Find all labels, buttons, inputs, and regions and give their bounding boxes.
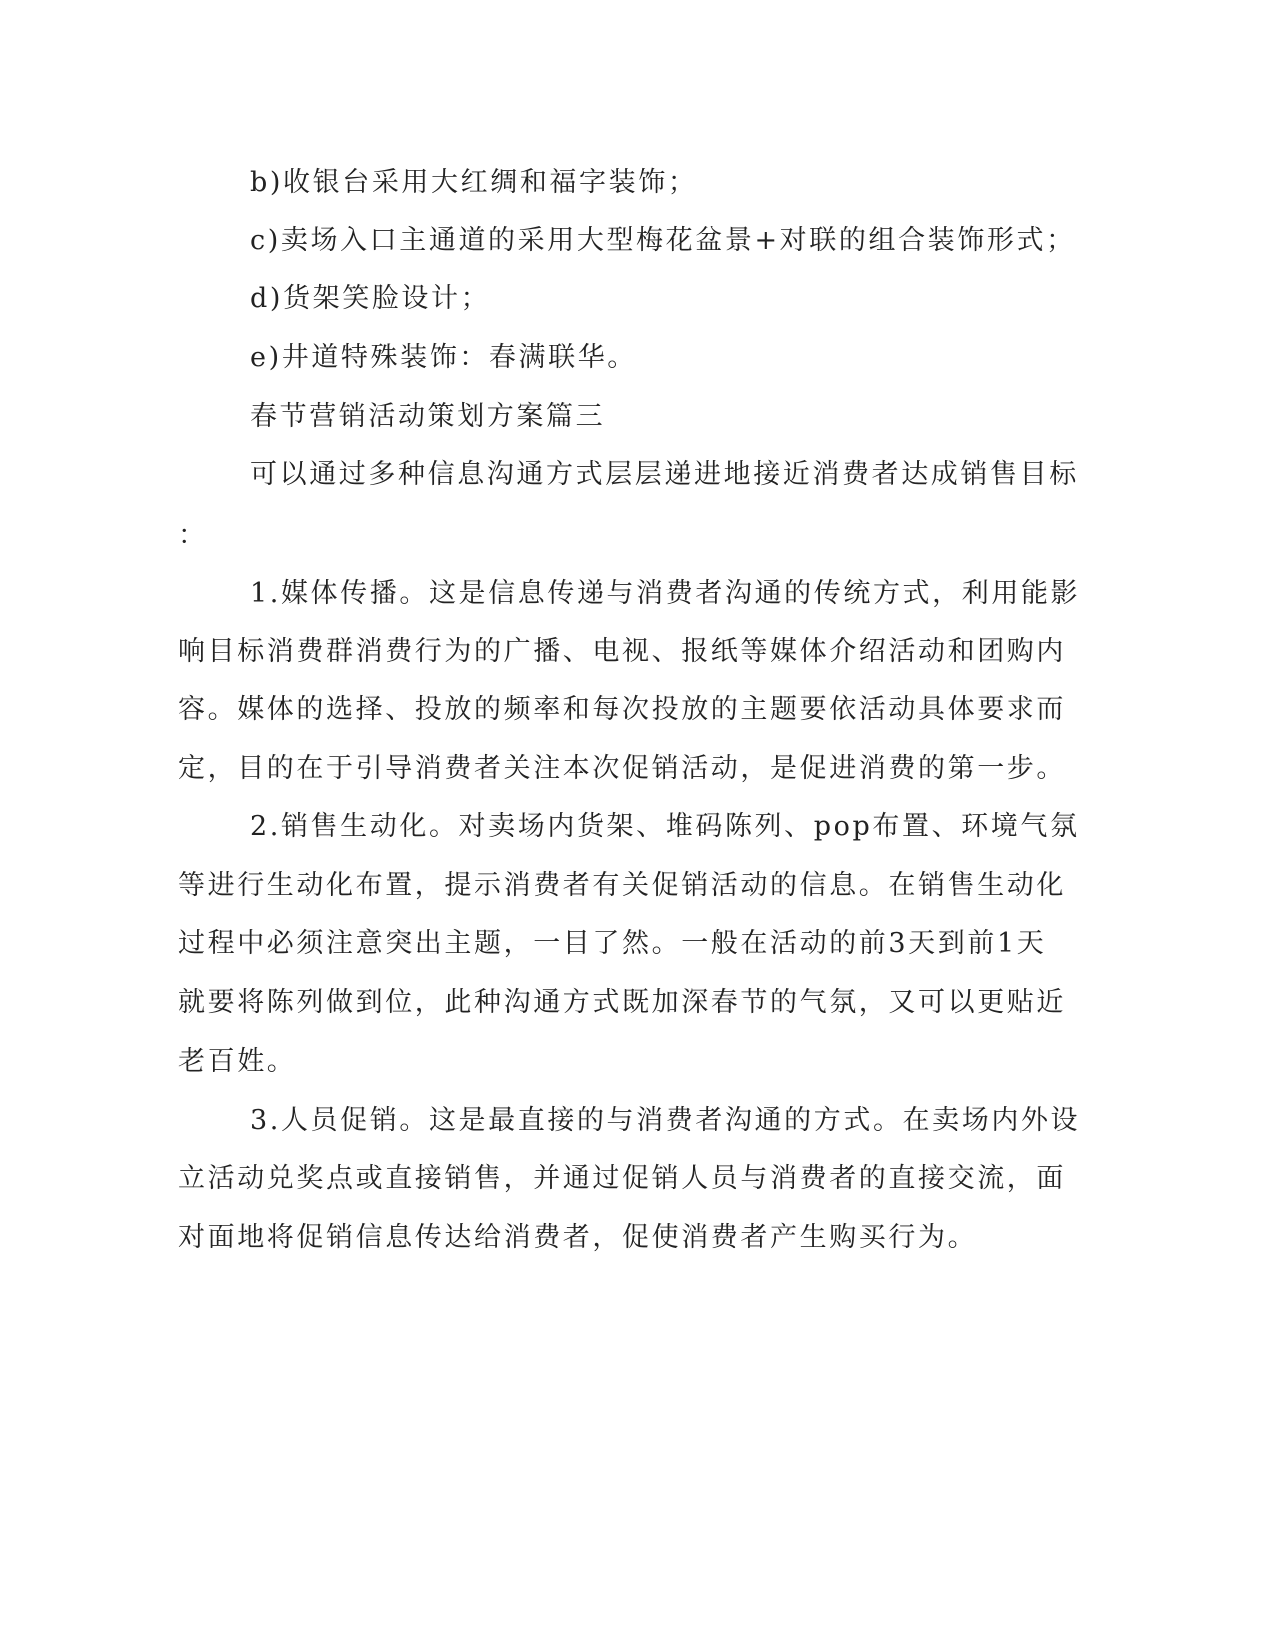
section-heading: 春节营销活动策划方案篇三	[250, 401, 606, 432]
list-item-e: e)井道特殊装饰：春满联华。	[250, 342, 637, 373]
list-item-d: d)货架笑脸设计；	[250, 283, 491, 314]
paragraph-3-line-3: 对面地将促销信息传达给消费者，促使消费者产生购买行为。	[178, 1222, 978, 1253]
paragraph-2-line-5: 老百姓。	[178, 1046, 297, 1077]
intro-paragraph-line-1: 可以通过多种信息沟通方式层层递进地接近消费者达成销售目标	[250, 459, 1079, 490]
intro-paragraph-line-2: ：	[178, 520, 208, 551]
paragraph-1-line-1: 1.媒体传播。这是信息传递与消费者沟通的传统方式，利用能影	[250, 578, 1081, 609]
paragraph-3-line-1: 3.人员促销。这是最直接的与消费者沟通的方式。在卖场内外设	[250, 1105, 1081, 1136]
paragraph-1-line-4: 定，目的在于引导消费者关注本次促销活动，是促进消费的第一步。	[178, 753, 1066, 784]
paragraph-2-line-3: 过程中必须注意突出主题，一目了然。一般在活动的前3天到前1天	[178, 928, 1047, 959]
paragraph-1-line-3: 容。媒体的选择、投放的频率和每次投放的主题要依活动具体要求而	[178, 694, 1066, 725]
paragraph-3-line-2: 立活动兑奖点或直接销售，并通过促销人员与消费者的直接交流，面	[178, 1163, 1066, 1194]
paragraph-1-line-2: 响目标消费群消费行为的广播、电视、报纸等媒体介绍活动和团购内	[178, 636, 1066, 667]
paragraph-2-line-2: 等进行生动化布置，提示消费者有关促销活动的信息。在销售生动化	[178, 870, 1066, 901]
paragraph-2-line-4: 就要将陈列做到位，此种沟通方式既加深春节的气氛，又可以更贴近	[178, 987, 1066, 1018]
paragraph-2-line-1: 2.销售生动化。对卖场内货架、堆码陈列、pop布置、环境气氛	[250, 811, 1080, 842]
list-item-c: c)卖场入口主通道的采用大型梅花盆景+对联的组合装饰形式；	[250, 225, 1076, 256]
list-item-b: b)收银台采用大红绸和福字装饰；	[250, 167, 698, 198]
